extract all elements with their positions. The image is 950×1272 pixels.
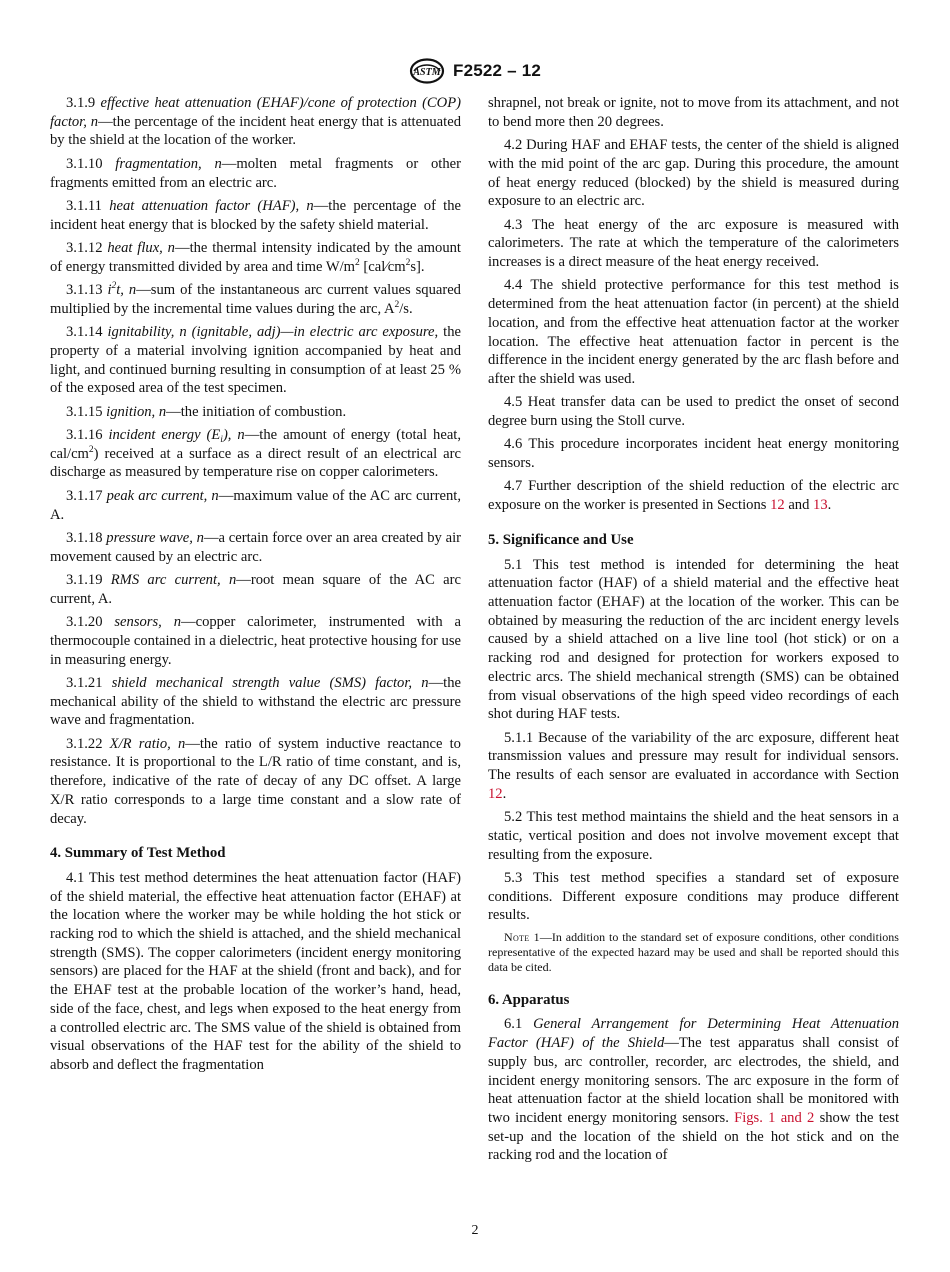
paragraph-4-4: 4.4 The shield protective performance for this test method is determined from the heat attenuation factor (in percent) at the shield location, and from the effective heat attenuation factor at the worker location. The effective heat attenuation factor in percent is the difference in the incident energy generated by the arc flash before and after the shield was used. (488, 277, 899, 387)
paragraph-4-5: 4.5 Heat transfer data can be used to predict the onset of second degree burn using the Stoll curve. (488, 394, 899, 429)
definition-3-1-17: 3.1.17 peak arc current, n—maximum value of the AC arc current, A. (50, 487, 461, 523)
definition-3-1-11: 3.1.11 heat attenuation factor (HAF), n—the percentage of the incident heat energy that is blocked by the safety shield material. (50, 197, 461, 233)
document-id: F2522 – 12 (452, 61, 541, 80)
paragraph-5-1: 5.1 This test method is intended for determining the heat attenuation factor (HAF) of a shield material and the effective heat attenuation factor (EHAF) at the location of the worker. This can be obtained by measuring the reduction of the arc incident energy levels caused by a shield attached on a live line tool (hot stick) or on a racking rod and designed for protection for workers exposed to electric arcs. The shield mechanical strength (SMS) can be obtained from visual observations of the high speed video recordings of each shot during HAF tests. (488, 556, 899, 723)
definition-3-1-15: 3.1.15 ignition, n—the initiation of combustion. (66, 403, 347, 420)
section-5-heading: 5. Significance and Use (488, 531, 634, 548)
section-12-link[interactable]: 12 (770, 497, 785, 514)
section-4-heading: 4. Summary of Test Method (50, 845, 226, 862)
paragraph-4-1: 4.1 This test method determines the heat attenuation factor (HAF) of the shield material, the effective heat attenuation factor (EHAF) at the location where the worker may be while holding the hot stick or racking rod to which the shield is attached, and the shield mechanical strength (SMS). The copper calorimeters (incident energy monitoring sensors) are placed for the HAF at the shield (front and back), and for the EHAF test at the probable location of the worker’s hand, head, side of the face, chest, and legs when exposed to the heat energy from a controlled electric arc. The SMS value of the shield is obtained from visual observations of the HAF test for the ability of the shield to absorb and deflect the fragmentation (50, 869, 461, 1073)
paragraph-5-3: 5.3 This test method specifies a standard set of exposure conditions. Different exposure conditions may produce different results. (488, 869, 899, 924)
paragraph-4-6: 4.6 This procedure incorporates incident heat energy monitoring sensors. (488, 436, 899, 472)
paragraph-4-7: 4.7 Further description of the shield reduction of the electric arc exposure on the worker is presented in Sections 12 and 13. (488, 478, 899, 514)
svg-text:ASTM: ASTM (413, 67, 441, 78)
astm-logo-icon (409, 58, 445, 84)
section-13-link[interactable]: 13 (813, 497, 828, 514)
definition-3-1-10: 3.1.10 fragmentation, n—molten metal fragments or other fragments emitted from an electric arc. (50, 155, 461, 191)
definition-3-1-21: 3.1.21 shield mechanical strength value (SMS) factor, n—the mechanical ability of the shield to withstand the electric arc pressure wave and fragmentation. (50, 674, 461, 729)
definition-3-1-12: 3.1.12 heat flux, n—the thermal intensity indicated by the amount of energy transmitted divided by area and time $W/m^2$ $[cal⁄cm^2s]$. (50, 239, 461, 275)
left-column (50, 94, 461, 1079)
definition-3-1-16: 3.1.16 incident energy $(E_i)$, n—the amount of energy (total heat, cal/$cm^2$) received at a surface as a direct result of an electrical arc discharge as measured by temperature rise on copper calorimeters. (50, 427, 461, 481)
definition-3-1-13: 3.1.13 $i^2t$, n—sum of the instantaneous arc current values squared multiplied by the incremental time values during the arc, $A^2/s$. (50, 281, 461, 317)
definition-3-1-14: 3.1.14 ignitability, n (ignitable, adj)—in electric arc exposure, the property of a material involving ignition accompanied by heat and light, and continued burning resulting in consumption of at least 25 % of the exposed area of the test specimen. (50, 324, 461, 397)
paragraph-4-1-continued: shrapnel, not break or ignite, not to move from its attachment, and not to bend more then 20 degrees. (488, 95, 899, 130)
note-1: Note 1—In addition to the standard set of exposure conditions, other conditions representative of the expected hazard may be used and shall be reported should this data be cited. (488, 929, 899, 974)
paragraph-5-1-1: 5.1.1 Because of the variability of the arc exposure, different heat transmission values and pressure may result for individual sensors. The results of each sensor are evaluated in accordance with Section 12. (488, 729, 899, 802)
right-column (488, 94, 899, 1170)
definition-3-1-19: 3.1.19 RMS arc current, n—root mean square of the AC arc current, A. (50, 572, 461, 607)
figures-1-2-link[interactable]: Figs. 1 and 2 (734, 1109, 815, 1126)
section-12-link[interactable]: 12 (488, 785, 503, 802)
page-number: 2 (471, 1223, 479, 1238)
page-header (0, 57, 950, 85)
definition-3-1-22: 3.1.22 X/R ratio, n—the ratio of system inductive reactance to resistance. It is proportional to the L/R ratio of time constant, and is, therefore, indicative of the rate of decay of any DC offset. A large X/R ratio corresponds to a large time constant and a slow rate of decay. (50, 735, 461, 827)
section-6-heading: 6. Apparatus (488, 991, 570, 1008)
paragraph-4-2: 4.2 During HAF and EHAF tests, the center of the shield is aligned with the mid point of the arc gap. During this procedure, the amount of heat energy reduced (blocked) by the shield is measured during exposure to an electric arc. (488, 137, 899, 210)
paragraph-6-1: 6.1 General Arrangement for Determining Heat Attenuation Factor (HAF) of the Shield—The test apparatus shall consist of supply bus, arc controller, recorder, arc electrodes, the shield, and incident energy monitoring sensors. The arc exposure in the form of heat attenuation factor at the shield location shall be monitored with two incident energy monitoring sensors. Figs. 1 and 2 show the test set-up and the location of the shield on the hot stick and on the racking rod and the location of (488, 1016, 900, 1164)
paragraph-4-3: 4.3 The heat energy of the arc exposure is measured with calorimeters. The rate at which the temperature of the calorimeters increases is a direct measure of the heat energy received. (488, 216, 899, 270)
definition-3-1-9: 3.1.9 effective heat attenuation (EHAF)/cone of protection (COP) factor, n—the percentage of the incident heat energy that is attenuated by the shield at the location of the worker. (50, 95, 461, 149)
definition-3-1-20: 3.1.20 sensors, n—copper calorimeter, instrumented with a thermocouple contained in a dielectric, heat protective housing for use in measuring energy. (50, 614, 461, 668)
paragraph-5-2: 5.2 This test method maintains the shield and the heat sensors in a static, vertical position and does not involve movement except that resulting from the exposure. (488, 809, 899, 863)
definition-3-1-18: 3.1.18 pressure wave, n—a certain force over an area created by air movement caused by an electric arc. (50, 529, 461, 565)
